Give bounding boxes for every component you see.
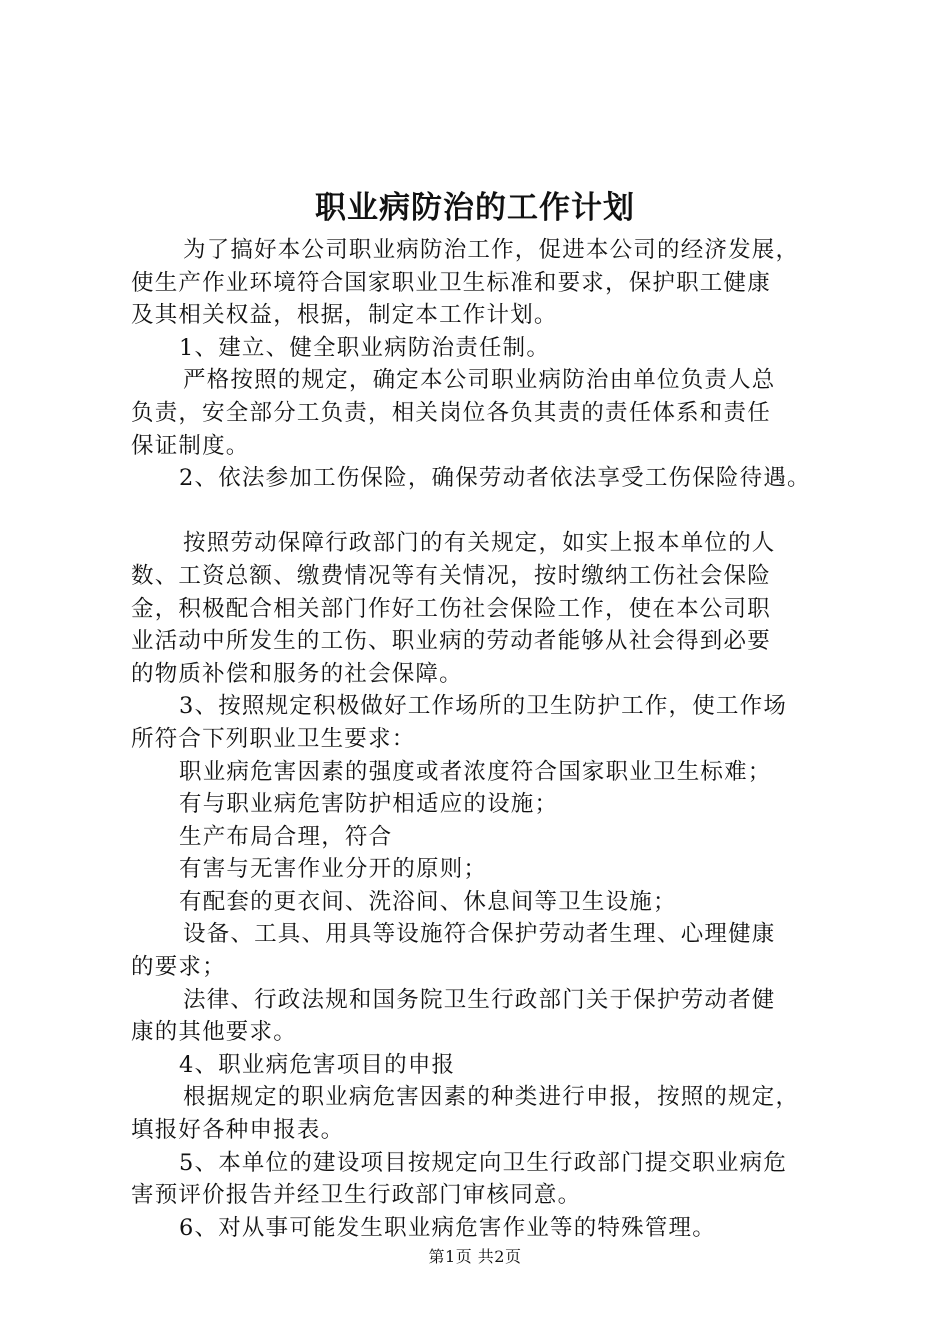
list-item: 生产布局合理，符合 bbox=[179, 823, 393, 850]
paragraph-line: 康的其他要求。 bbox=[131, 1019, 297, 1046]
paragraph-line: 业活动中所发生的工伤、职业病的劳动者能够从社会得到必要 bbox=[131, 628, 771, 655]
paragraph-line: 负责，安全部分工负责，相关岗位各负其责的责任体系和责任 bbox=[131, 399, 771, 426]
paragraph-line: 的要求； bbox=[131, 954, 226, 981]
list-item: 有与职业病危害防护相适应的设施； bbox=[179, 791, 559, 818]
list-item: 法律、行政法规和国务院卫生行政部门关于保护劳动者健 bbox=[183, 986, 776, 1013]
page-footer: 第1页 共2页 bbox=[428, 1247, 522, 1266]
paragraph-line: 保证制度。 bbox=[131, 432, 250, 459]
section-heading: 5、本单位的建设项目按规定向卫生行政部门提交职业病危 bbox=[179, 1149, 788, 1176]
document-body bbox=[131, 234, 851, 1244]
paragraph-line: 数、工资总额、缴费情况等有关情况，按时缴纳工伤社会保险 bbox=[131, 562, 771, 589]
document-title: 职业病防治的工作计划 bbox=[315, 190, 635, 226]
paragraph-line: 为了搞好本公司职业病防治工作，促进本公司的经济发展， bbox=[183, 237, 800, 263]
section-heading: 1、建立、健全职业病防治责任制。 bbox=[179, 334, 551, 361]
blank-line bbox=[131, 495, 851, 528]
paragraph-line: 使生产作业环境符合国家职业卫生标准和要求，保护职工健康 bbox=[131, 269, 771, 296]
paragraph-line: 及其相关权益，根据，制定本工作计划。 bbox=[131, 302, 558, 329]
list-item: 有配套的更衣间、洗浴间、休息间等卫生设施； bbox=[179, 888, 677, 915]
paragraph-line: 金，积极配合相关部门作好工伤社会保险工作，使在本公司职 bbox=[131, 595, 771, 622]
list-item: 有害与无害作业分开的原则； bbox=[179, 856, 488, 883]
paragraph-line: 害预评价报告并经卫生行政部门审核同意。 bbox=[131, 1182, 582, 1209]
paragraph-line: 根据规定的职业病危害因素的种类进行申报，按照的规定， bbox=[183, 1084, 800, 1111]
list-item: 设备、工具、用具等设施符合保护劳动者生理、心理健康 bbox=[183, 921, 776, 948]
section-heading: 3、按照规定积极做好工作场所的卫生防护工作，使工作场 bbox=[179, 693, 788, 720]
paragraph-line: 填报好各种申报表。 bbox=[131, 1117, 345, 1144]
paragraph-line: 所符合下列职业卫生要求： bbox=[131, 725, 416, 752]
section-heading: 2、依法参加工伤保险，确保劳动者依法享受工伤保险待遇。 bbox=[179, 465, 811, 492]
paragraph-line: 严格按照的规定，确定本公司职业病防治由单位负责人总 bbox=[183, 367, 776, 394]
section-heading: 6、对从事可能发生职业病危害作业等的特殊管理。 bbox=[179, 1214, 716, 1241]
list-item: 职业病危害因素的强度或者浓度符合国家职业卫生标难； bbox=[179, 758, 772, 785]
section-heading: 4、职业病危害项目的申报 bbox=[179, 1051, 456, 1078]
paragraph-line: 的物质补偿和服务的社会保障。 bbox=[131, 660, 463, 687]
paragraph-line: 按照劳动保障行政部门的有关规定，如实上报本单位的人 bbox=[183, 530, 776, 557]
